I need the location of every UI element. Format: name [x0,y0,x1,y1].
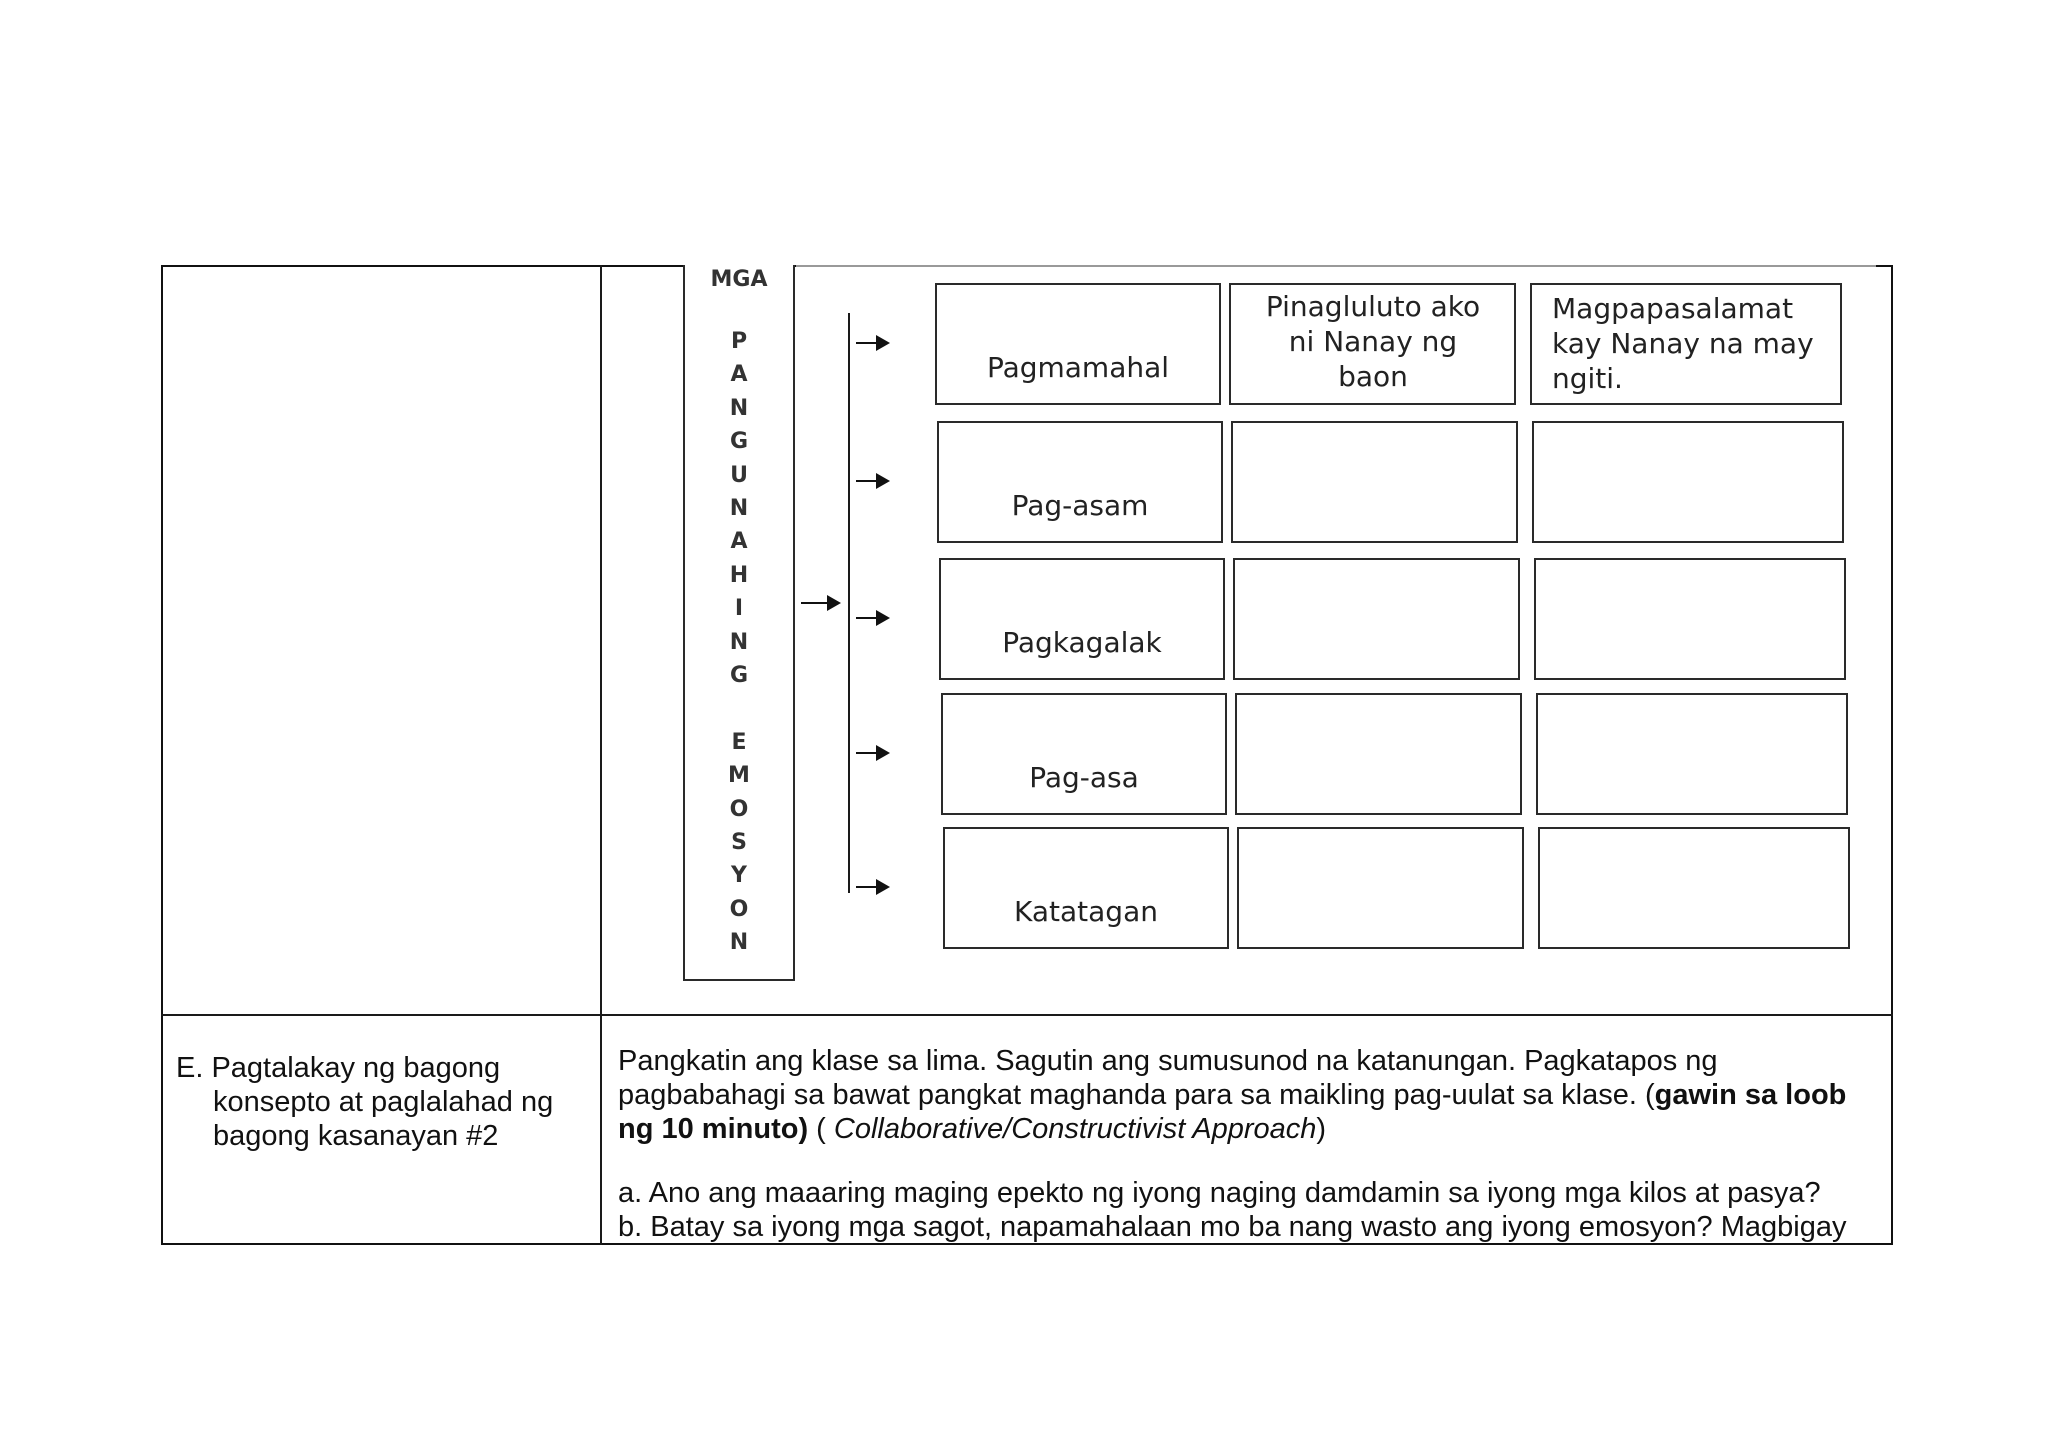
table-row-divider [161,1014,1893,1016]
section-e-label-line2: konsepto at paglalahad ng [213,1086,554,1118]
root-header: MGA [710,267,768,292]
root-letter: N [729,930,749,956]
emotion-label: Pagkagalak [1002,626,1162,659]
response-box [1530,283,1842,405]
branch-arrow [856,480,886,482]
branch-arrow [856,886,886,888]
intro-close: ) [1316,1113,1327,1145]
section-e-label [176,1051,596,1153]
root-letter: N [729,395,749,421]
root-letter: O [729,796,749,822]
root-letter: G [729,663,749,688]
response-box [1534,558,1846,680]
emotion-box [935,283,1221,405]
question-a: a. Ano ang maaaring maging epekto ng iyong naging damdamin sa iyong mga kilos at pasya? [618,1177,1821,1209]
emotion-label: Pag-asam [1011,489,1149,522]
emotion-label: Pagmamahal [986,351,1170,384]
root-letter: M [728,763,750,789]
root-letter: Y [731,863,747,889]
root-letter: E [731,729,747,755]
branch-arrow [856,752,886,754]
root-letter: A [730,362,748,388]
root-letter: P [730,329,748,354]
root-letter: O [729,896,749,922]
emotion-box [941,693,1227,815]
section-e-label-line3: bagong kasanayan #2 [213,1120,499,1152]
root-letter: U [730,462,748,488]
emotion-box [939,558,1225,680]
branch-arrow [856,617,886,619]
section-e-intro [618,1044,1878,1146]
root-arrow [801,602,837,604]
emotion-box [943,827,1229,949]
situation-box [1235,693,1522,815]
section-e-content [618,1044,1878,1244]
intro-bold: gawin sa loob ng 10 minuto) [618,1079,1847,1145]
root-letter: A [730,529,748,555]
root-letter: S [731,830,747,855]
emotion-label: Katatagan [1014,895,1158,928]
response-text: Magpapasalamat kay Nanay na may ngiti. [1552,292,1814,395]
situation-box [1237,827,1524,949]
root-letter: G [729,429,749,455]
situation-text: Pinagluluto ako ni Nanay ng baon [1265,290,1481,393]
root-letter: H [729,562,749,588]
situation-box [1233,558,1520,680]
root-letter: N [729,496,749,521]
emotion-box [937,421,1223,543]
section-e-label-line1: E. Pagtalakay ng bagong [176,1052,501,1084]
intro-text: Pangkatin ang klase sa lima. Sagutin ang sumusunod na katanungan. Pagkatapos ng pagbabahagi sa bawat pangkat maghanda para sa maikling pag-uulat sa klase. ( [618,1045,1718,1111]
response-box [1538,827,1850,949]
approach-text: Collaborative/Constructivist Approach [833,1113,1317,1145]
response-box [1536,693,1848,815]
question-b: b. Batay sa iyong mga sagot, napamahalaan mo ba nang wasto ang iyong emosyon? Magbigay [618,1211,1847,1243]
response-box [1532,421,1844,543]
branch-line [848,313,850,893]
root-letter: N [729,629,749,655]
intro-after: ( [808,1113,834,1145]
root-letter: I [734,596,744,622]
branch-arrow [856,342,886,344]
situation-box [1229,283,1516,405]
emotion-label: Pag-asa [1029,761,1139,794]
situation-box [1231,421,1518,543]
